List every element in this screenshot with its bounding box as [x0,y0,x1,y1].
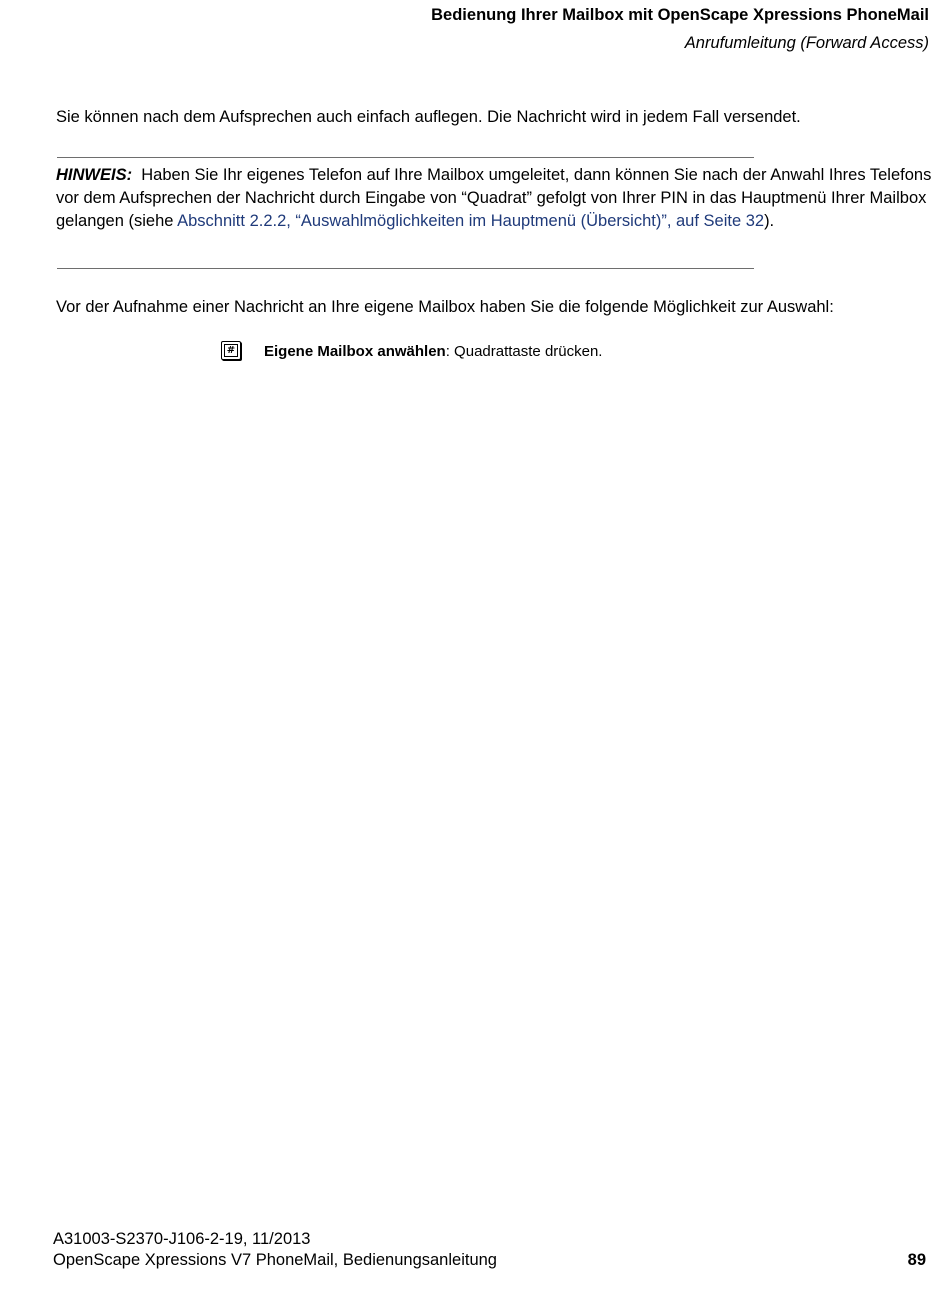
options-intro-paragraph: Vor der Aufnahme einer Nachricht an Ihre eigene Mailbox haben Sie die folgende Möglichkeit zur Auswahl: [56,298,834,316]
action-description: : Quadrattaste drücken. [445,343,603,360]
note-text: Haben Sie Ihr eigenes Telefon auf Ihre Mailbox umgeleitet, dann können Sie nach der Anwahl Ihres Telefons vor dem Aufsprechen der Nachricht durch Eingabe von “Quadrat” gefolgt von Ihrer PIN in das Hauptmenü Ihrer Mailbox gelangen (siehe [56,166,932,230]
page-header-title: Bedienung Ihrer Mailbox mit OpenScape Xpressions PhoneMail [431,6,929,24]
note-text-end: ). [764,212,775,230]
section-reference-link[interactable]: Abschnitt 2.2.2, “Auswahlmöglichkeiten im Hauptmenü (Übersicht)”, auf Seite 32 [177,212,765,230]
action-item [264,342,602,362]
footer-document-title: OpenScape Xpressions V7 PhoneMail, Bedienungsanleitung [53,1251,497,1269]
hash-key-icon [221,341,241,360]
footer-page-number: 89 [907,1251,926,1269]
footer-document-id: A31003-S2370-J106-2-19, 11/2013 [53,1230,311,1248]
note-block [56,164,936,233]
page-header-subtitle: Anrufumleitung (Forward Access) [684,34,929,52]
hash-key-symbol: # [224,344,238,357]
action-label: Eigene Mailbox anwählen [264,343,446,360]
note-label: HINWEIS: [56,166,133,184]
intro-paragraph: Sie können nach dem Aufsprechen auch einfach auflegen. Die Nachricht wird in jedem Fall versendet. [56,108,801,126]
note-top-divider [57,157,754,158]
note-bottom-divider [57,268,754,269]
